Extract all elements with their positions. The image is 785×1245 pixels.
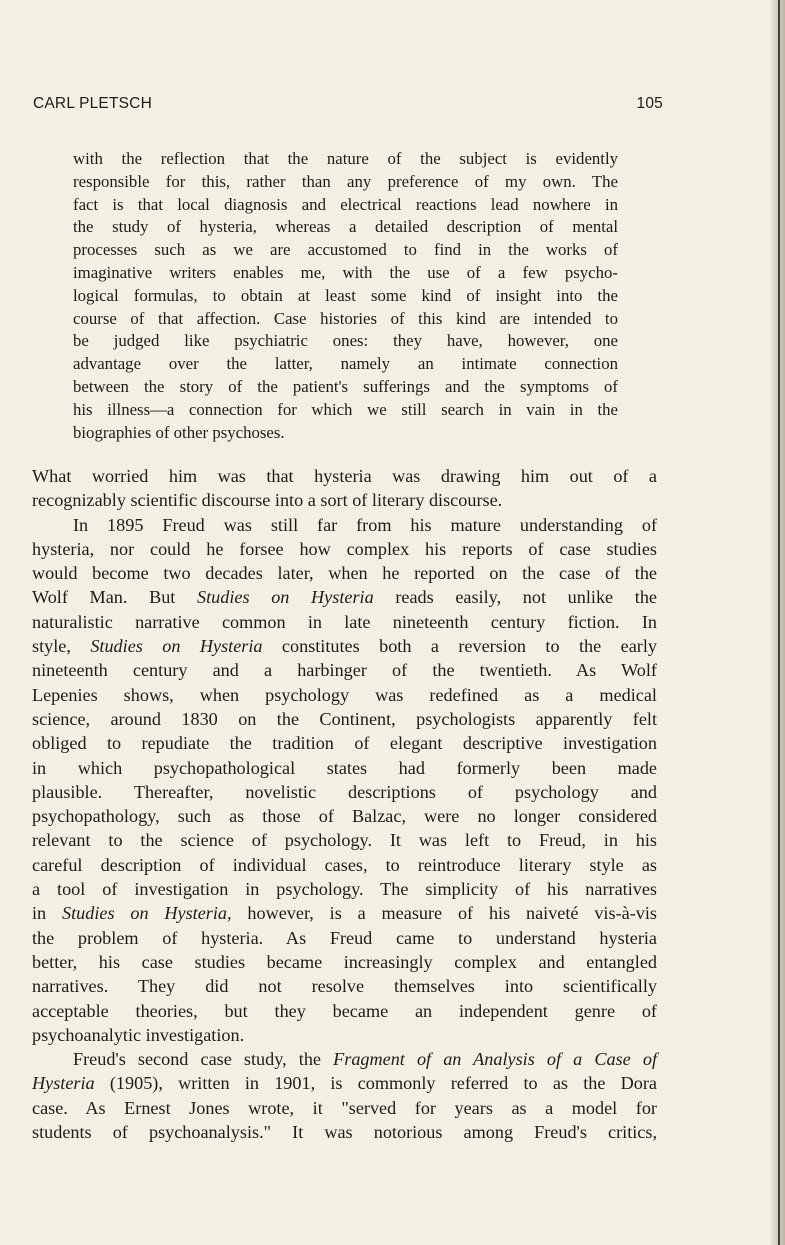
text-line: would become two decades later, when he reported on the case of the [32,563,657,584]
page-number: 105 [636,95,663,112]
text-run: reads easily, not unlike the [373,587,657,608]
text-line: the problem of hysteria. As Freud came to understand hysteria [32,927,657,948]
text-line: narratives. They did not resolve themselves into scientifically [32,976,657,997]
block-quotation [73,148,618,444]
paragraph-1 [32,464,657,513]
text-run: Wolf Man. But [32,587,198,608]
quote-line: the study of hysteria, whereas a detailed description of mental [73,217,618,237]
text-run: constitutes both a reversion to the early [262,636,657,657]
text-line: plausible. Thereafter, novelistic descriptions of psychology and [32,781,657,802]
text-line: psychopathology, such as those of Balzac, were no longer considered [32,806,657,827]
text-line: What worried him was that hysteria was drawing him out of a [32,466,657,486]
quote-line: fact is that local diagnosis and electrical reactions lead nowhere in [73,194,618,214]
text-line: obliged to repudiate the tradition of elegant descriptive investigation [32,733,657,754]
quote-line: biographies of other psychoses. [73,422,285,442]
quote-line: with the reflection that the nature of the subject is evidently [73,149,618,168]
text-line: case. As Ernest Jones wrote, it "served for years as a model for [32,1097,657,1118]
text-line: recognizably scientific discourse into a sort of literary discourse. [32,490,503,511]
text-line: in which psychopathological states had formerly been made [32,757,657,778]
text-run: however, is a measure of his naiveté vis-à-vis [231,903,657,924]
text-line [32,901,657,925]
text-run: in [32,903,62,924]
book-title: Studies on Hysteria [197,587,374,608]
text-line [32,634,657,658]
text-line: students of psychoanalysis." It was notorious among Freud's critics, [32,1122,657,1143]
text-run: (1905), written in 1901, is commonly referred to as the Dora [94,1073,657,1094]
text-line: psychoanalytic investigation. [32,1024,245,1045]
body-text [32,464,657,1144]
book-title: Studies on Hysteria [90,636,263,657]
text-line: hysteria, nor could he forsee how complex his reports of case studies [32,538,657,559]
quote-line: between the story of the patient's sufferings and the symptoms of [73,376,618,396]
book-title: Hysteria [32,1073,95,1094]
text-line: Lepenies shows, when psychology was redefined as a medical [32,684,657,705]
text-line: science, around 1830 on the Continent, psychologists apparently felt [32,708,657,729]
text-line: a tool of investigation in psychology. The simplicity of his narratives [32,879,657,900]
text-line: careful description of individual cases, to reintroduce literary style as [32,854,657,875]
text-line: nineteenth century and a harbinger of the twentieth. As Wolf [32,660,657,681]
quote-line: advantage over the latter, namely an intimate connection [73,354,618,374]
book-title: Fragment of an Analysis of a Case of [333,1049,657,1070]
text-line: In 1895 Freud was still far from his mature understanding of [73,514,657,535]
quote-line: processes such as we are accustomed to find in the works of [73,240,618,260]
text-line: acceptable theories, but they became an independent genre of [32,1000,657,1021]
quote-line: be judged like psychiatric ones: they have, however, one [73,331,618,351]
text-line [32,1071,657,1095]
text-run: Freud's second case study, the [73,1049,334,1070]
book-title: Studies on Hysteria, [61,903,232,924]
quote-line: imaginative writers enables me, with the use of a few psycho- [73,262,618,282]
paragraph-2 [32,513,657,1048]
quote-line: responsible for this, rather than any preference of my own. The [73,171,618,191]
text-line: better, his case studies became increasingly complex and entangled [32,951,657,972]
text-line [32,585,657,609]
quote-line: his illness—a connection for which we still search in vain in the [73,399,618,419]
text-line [32,1047,657,1071]
text-run: style, [32,636,91,657]
quote-line: course of that affection. Case histories of this kind are intended to [73,308,618,328]
spine-binding-line [778,0,780,1245]
text-line: relevant to the science of psychology. It was left to Freud, in his [32,830,657,851]
quote-line: logical formulas, to obtain at least some kind of insight into the [73,285,618,305]
text-line: naturalistic narrative common in late nineteenth century fiction. In [32,611,657,632]
running-head-author: CARL PLETSCH [33,95,152,112]
paragraph-3 [32,1047,657,1144]
